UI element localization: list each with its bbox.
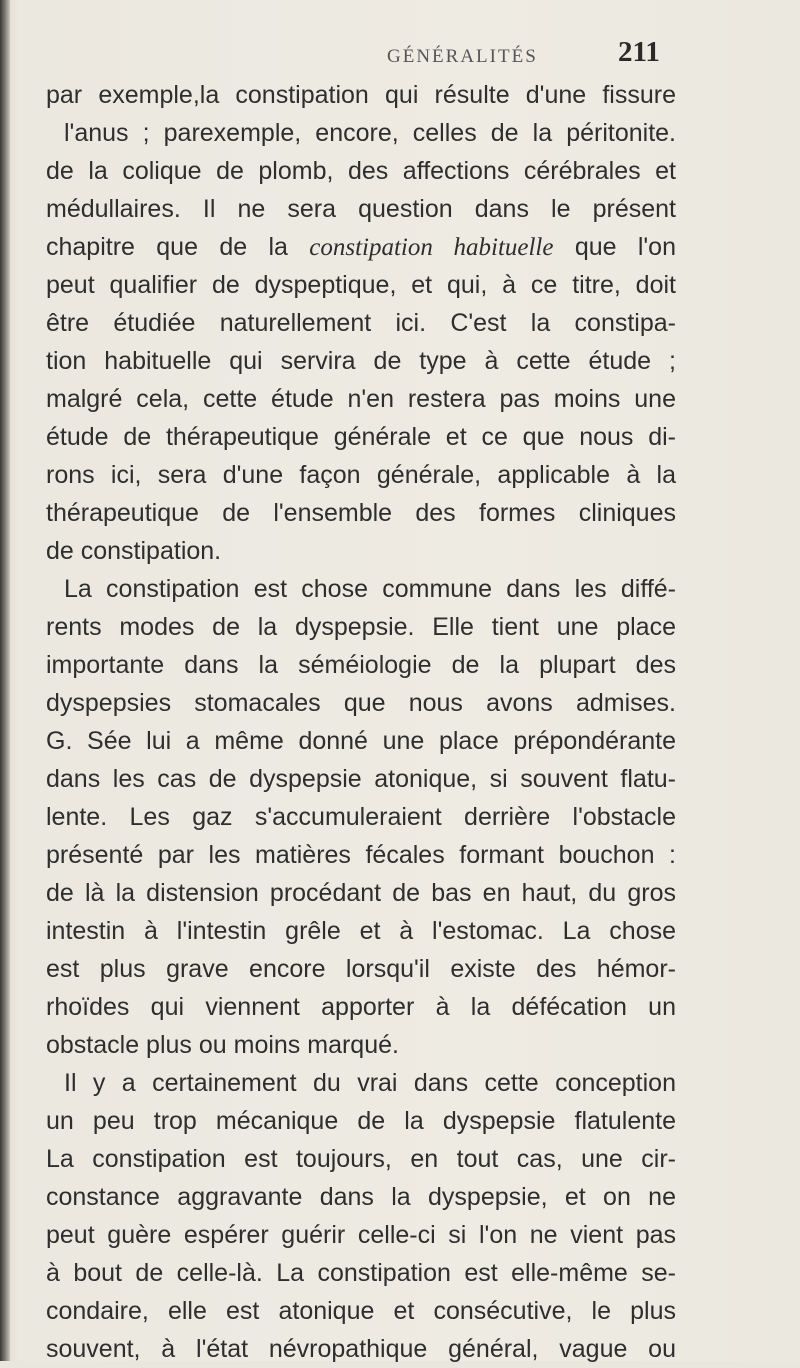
text-line: de constipation. xyxy=(46,537,222,565)
text-line: un peu trop mécanique de la dyspepsie flatulente xyxy=(46,1107,676,1135)
body-text xyxy=(46,76,676,1368)
text-line: thérapeutique de l'ensemble des formes cliniques xyxy=(46,499,676,527)
italic-term: constipation habituelle xyxy=(309,234,554,261)
text-line-with-italic xyxy=(46,228,676,266)
text-line: condaire, elle est atonique et consécutive, le plus xyxy=(46,1297,676,1325)
text-line: dans les cas de dyspepsie atonique, si souvent flatu- xyxy=(46,765,676,793)
text-fragment: que l'on xyxy=(553,233,676,261)
text-line: G. Sée lui a même donné une place prépondérante xyxy=(46,727,676,755)
running-head: GÉNÉRALITÉS xyxy=(387,46,538,67)
paragraph-start: Il y a certainement du vrai dans cette conception xyxy=(64,1069,676,1097)
text-line: l'anus ; parexemple, encore, celles de la péritonite. xyxy=(64,119,676,147)
text-line: souvent, à l'état névropathique général, vague ou xyxy=(46,1335,676,1363)
text-line: médullaires. Il ne sera question dans le présent xyxy=(46,195,676,223)
text-line: de la colique de plomb, des affections cérébrales et xyxy=(46,157,676,185)
text-line: peut guère espérer guérir celle-ci si l'on ne vient pas xyxy=(46,1221,676,1249)
text-line: être étudiée naturellement ici. C'est la constipa- xyxy=(46,309,676,337)
text-line: constance aggravante dans la dyspepsie, et on ne xyxy=(46,1183,676,1211)
text-line: importante dans la séméiologie de la plupart des xyxy=(46,651,676,679)
paragraph-start: La constipation est chose commune dans les diffé- xyxy=(64,575,676,603)
text-line: rents modes de la dyspepsie. Elle tient une place xyxy=(46,613,676,641)
text-line: peut qualifier de dyspeptique, et qui, à ce titre, doit xyxy=(46,271,676,299)
text-line: par exemple,la constipation qui résulte d'une fissure xyxy=(46,81,676,109)
text-line: rons ici, sera d'une façon générale, applicable à la xyxy=(46,461,676,489)
page-number: 211 xyxy=(618,36,660,68)
text-line: est plus grave encore lorsqu'il existe des hémor- xyxy=(46,955,676,983)
text-line: dyspepsies stomacales que nous avons admises. xyxy=(46,689,676,717)
text-line: malgré cela, cette étude n'en restera pas moins une xyxy=(46,385,676,413)
text-line: à bout de celle-là. La constipation est elle-même se- xyxy=(46,1259,676,1287)
text-line: rhoïdes qui viennent apporter à la défécation un xyxy=(46,993,676,1021)
text-fragment: chapitre que de la xyxy=(46,233,310,261)
text-line: tion habituelle qui servira de type à cette étude ; xyxy=(46,347,676,375)
book-spine-shadow xyxy=(0,0,10,1361)
text-line: intestin à l'intestin grêle et à l'estomac. La chose xyxy=(46,917,676,945)
text-line: présenté par les matières fécales formant bouchon : xyxy=(46,841,676,869)
text-line: lente. Les gaz s'accumuleraient derrière l'obstacle xyxy=(46,803,676,831)
text-line: de là la distension procédant de bas en haut, du gros xyxy=(46,879,676,907)
text-line: obstacle plus ou moins marqué. xyxy=(46,1031,399,1059)
text-line: étude de thérapeutique générale et ce que nous di- xyxy=(46,423,676,451)
page-header xyxy=(0,36,800,76)
text-line: La constipation est toujours, en tout cas, une cir- xyxy=(46,1145,676,1173)
